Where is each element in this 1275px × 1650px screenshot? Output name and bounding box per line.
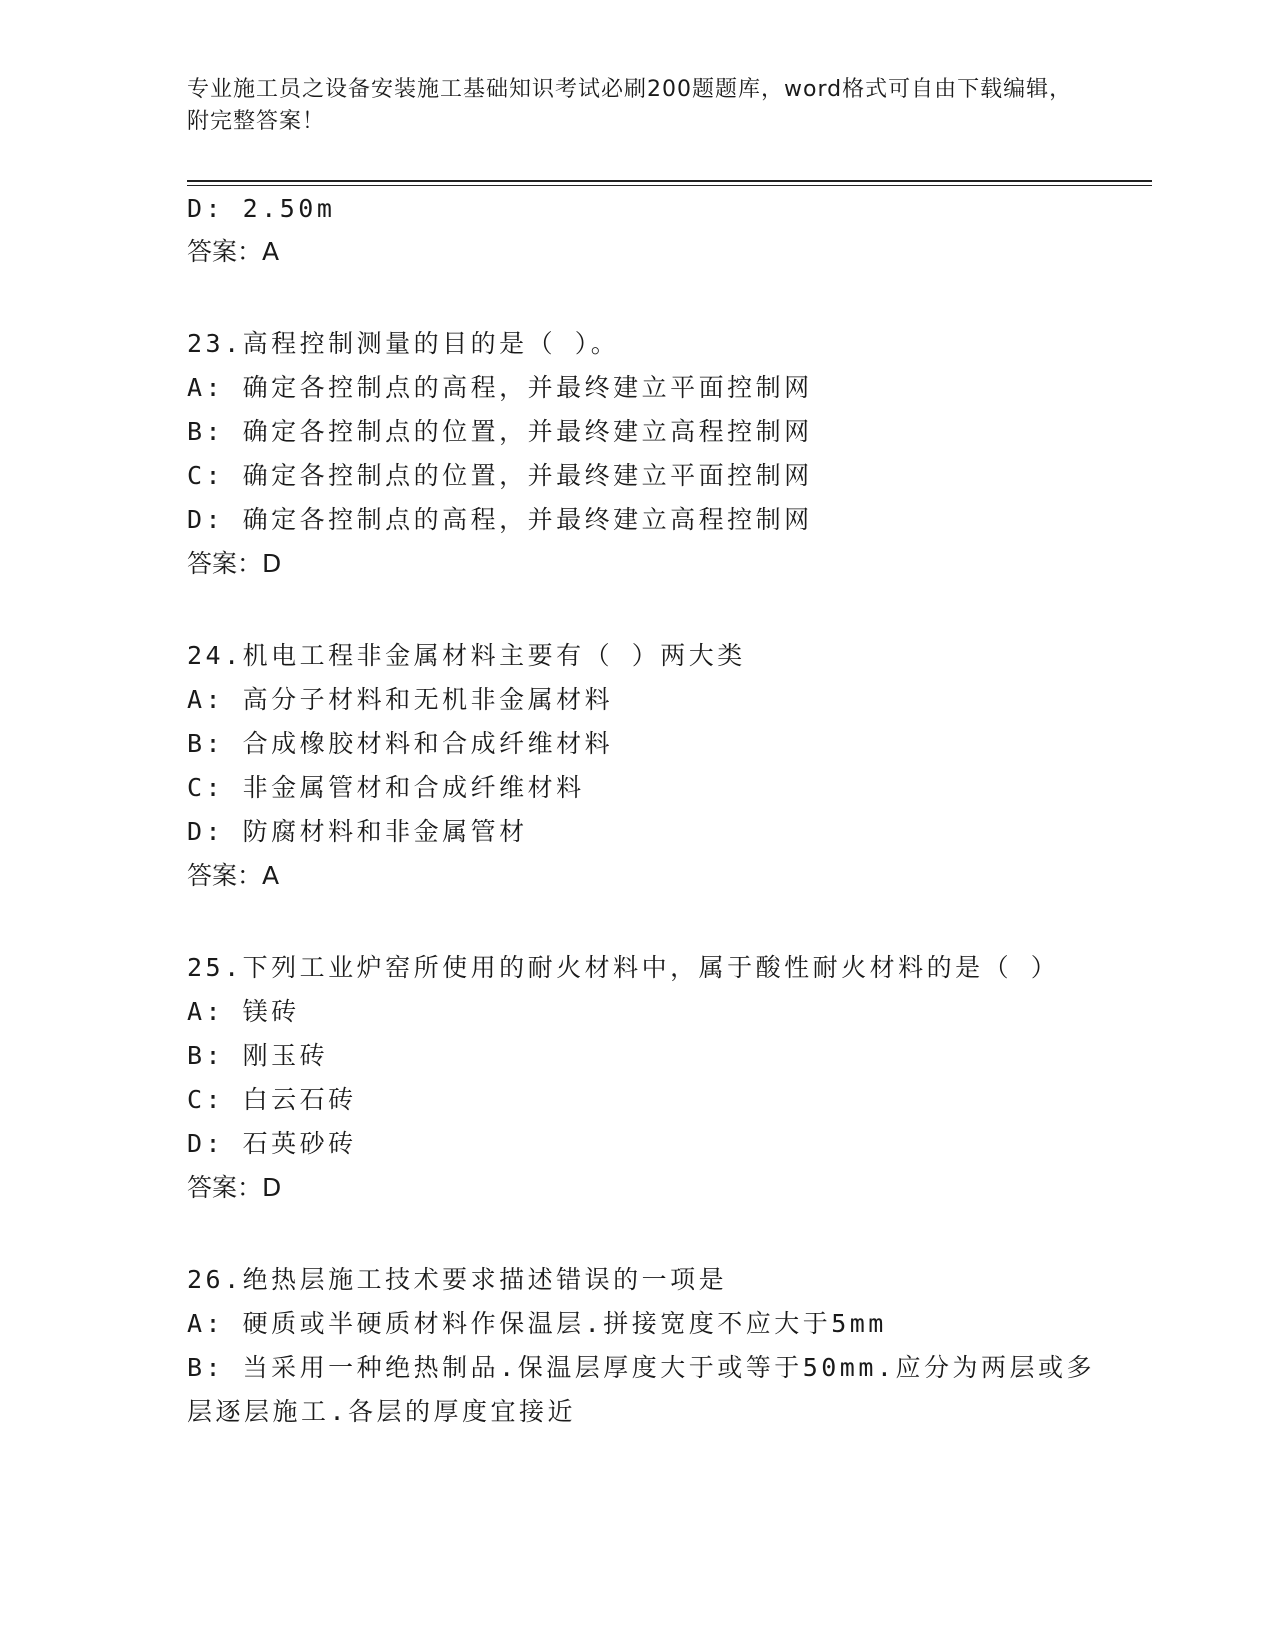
q24-option-d: D: 防腐材料和非金属管材 — [187, 817, 528, 846]
q25-option-a: A: 镁砖 — [187, 997, 300, 1026]
q23-answer: 答案：D — [187, 549, 282, 578]
q25-stem: 25.下列工业炉窑所使用的耐火材料中，属于酸性耐火材料的是（ ） — [187, 953, 1060, 982]
q23-stem: 23.高程控制测量的目的是（ ）。 — [187, 329, 620, 358]
header-divider-thin — [187, 185, 1152, 186]
header-divider-thick — [187, 180, 1152, 182]
q23-option-c: C: 确定各控制点的位置，并最终建立平面控制网 — [187, 461, 813, 490]
q26-option-a: A: 硬质或半硬质材料作保温层.拼接宽度不应大于5mm — [187, 1309, 887, 1338]
prev-answer: 答案：A — [187, 237, 280, 266]
q26-option-b-line1: B: 当采用一种绝热制品.保温层厚度大于或等于50mm.应分为两层或多 — [187, 1353, 1095, 1382]
q25-answer: 答案：D — [187, 1173, 282, 1202]
q24-option-a: A: 高分子材料和无机非金属材料 — [187, 685, 614, 714]
q25-option-c: C: 白云石砖 — [187, 1085, 357, 1114]
q24-answer: 答案：A — [187, 861, 280, 890]
q24-stem: 24.机电工程非金属材料主要有（ ）两大类 — [187, 641, 746, 670]
document-header: 专业施工员之设备安装施工基础知识考试必刷200题题库，word格式可自由下载编辑，附完整答案！ — [187, 77, 1073, 134]
q23-option-a: A: 确定各控制点的高程，并最终建立平面控制网 — [187, 373, 813, 402]
q26-option-b-line2: 层逐层施工.各层的厚度宜接近 — [187, 1397, 577, 1426]
q25-option-d: D: 石英砂砖 — [187, 1129, 357, 1158]
q24-option-c: C: 非金属管材和合成纤维材料 — [187, 773, 585, 802]
q23-option-d: D: 确定各控制点的高程，并最终建立高程控制网 — [187, 505, 813, 534]
q25-option-b: B: 刚玉砖 — [187, 1041, 329, 1070]
q23-option-b: B: 确定各控制点的位置，并最终建立高程控制网 — [187, 417, 813, 446]
q24-option-b: B: 合成橡胶材料和合成纤维材料 — [187, 729, 614, 758]
prev-option-d: D: 2.50m — [187, 194, 336, 223]
q26-stem: 26.绝热层施工技术要求描述错误的一项是 — [187, 1265, 728, 1294]
